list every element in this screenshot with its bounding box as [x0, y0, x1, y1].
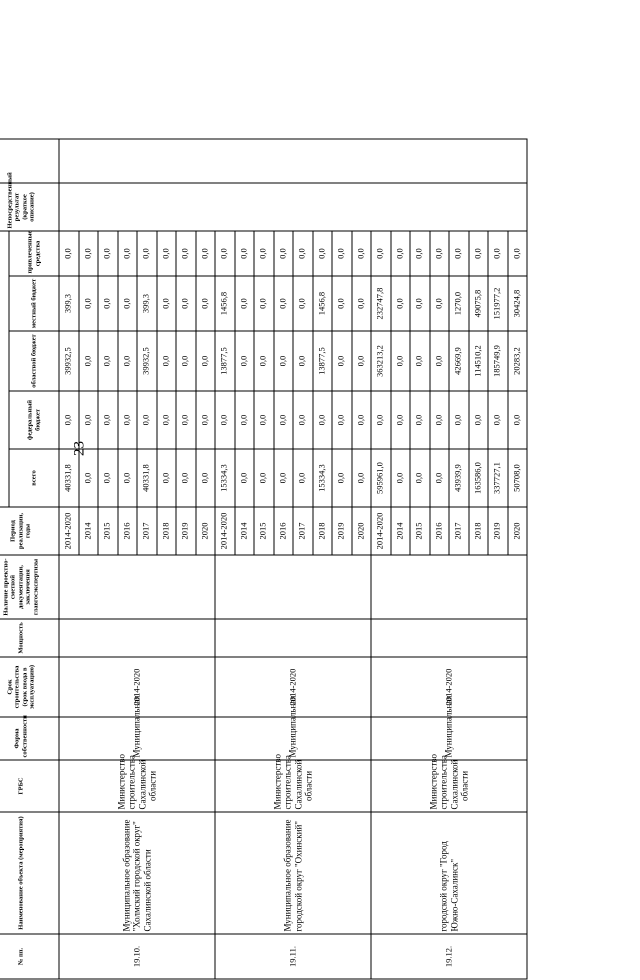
- local-cell: 0,0: [293, 276, 313, 331]
- table-row: [215, 139, 235, 979]
- attracted-cell: 0,0: [157, 231, 177, 276]
- ownership-cell: Муниципальная: [59, 717, 215, 760]
- docs-cell: [371, 555, 527, 619]
- row-number: 19.11.: [215, 934, 371, 979]
- header-period: Период реализации, годы: [0, 507, 59, 555]
- period-cell: 2015: [254, 507, 274, 555]
- federal-cell: 0,0: [274, 391, 294, 449]
- header-num: № пп.: [0, 934, 59, 979]
- federal-cell: 0,0: [410, 391, 430, 449]
- regional-cell: 13877,5: [215, 331, 235, 391]
- period-cell: 2020: [196, 507, 216, 555]
- regional-cell: 0,0: [391, 331, 411, 391]
- header-grbs: ГРБС: [0, 760, 59, 812]
- federal-cell: 0,0: [508, 391, 528, 449]
- attracted-cell: 0,0: [371, 231, 391, 276]
- total-cell: 43939,9: [449, 449, 469, 507]
- total-cell: 337727,1: [488, 449, 508, 507]
- total-cell: 163586,0: [469, 449, 489, 507]
- total-cell: 0,0: [332, 449, 352, 507]
- row-number: 19.12.: [371, 934, 527, 979]
- total-cell: 0,0: [157, 449, 177, 507]
- local-cell: 232747,8: [371, 276, 391, 331]
- attracted-cell: 0,0: [469, 231, 489, 276]
- attracted-cell: 0,0: [488, 231, 508, 276]
- period-cell: 2014-2020: [215, 507, 235, 555]
- period-cell: 2015: [410, 507, 430, 555]
- regional-cell: 0,0: [332, 331, 352, 391]
- regional-cell: 13877,5: [313, 331, 333, 391]
- period-cell: 2016: [118, 507, 138, 555]
- federal-cell: 0,0: [293, 391, 313, 449]
- grbs-cell: Министерство строительства Сахалинской области: [371, 760, 527, 812]
- table-row: [59, 139, 79, 979]
- period-cell: 2016: [430, 507, 450, 555]
- local-cell: 0,0: [430, 276, 450, 331]
- attracted-cell: 0,0: [332, 231, 352, 276]
- total-cell: 0,0: [274, 449, 294, 507]
- federal-cell: 0,0: [59, 391, 79, 449]
- federal-cell: 0,0: [176, 391, 196, 449]
- attracted-cell: 0,0: [235, 231, 255, 276]
- total-cell: 0,0: [352, 449, 372, 507]
- period-cell: 2020: [352, 507, 372, 555]
- header-total: всего: [9, 449, 59, 507]
- period-cell: 2020: [508, 507, 528, 555]
- header-result: Непосредственный результат (краткое описание): [0, 183, 59, 231]
- period-cell: 2015: [98, 507, 118, 555]
- attracted-cell: 0,0: [430, 231, 450, 276]
- ownership-cell: Муниципальная: [371, 717, 527, 760]
- attracted-cell: 0,0: [352, 231, 372, 276]
- header-power: Мощность: [0, 619, 59, 657]
- federal-cell: 0,0: [469, 391, 489, 449]
- regional-cell: 0,0: [254, 331, 274, 391]
- federal-cell: 0,0: [371, 391, 391, 449]
- total-cell: 40331,8: [137, 449, 157, 507]
- federal-cell: 0,0: [215, 391, 235, 449]
- federal-cell: 0,0: [430, 391, 450, 449]
- local-cell: 0,0: [118, 276, 138, 331]
- federal-cell: 0,0: [196, 391, 216, 449]
- docs-cell: [59, 555, 215, 619]
- period-cell: 2014-2020: [59, 507, 79, 555]
- attracted-cell: 0,0: [118, 231, 138, 276]
- federal-cell: 0,0: [235, 391, 255, 449]
- local-cell: 399,3: [137, 276, 157, 331]
- regional-cell: 0,0: [79, 331, 99, 391]
- header-docs: Наличие проектно-сметной документации, заключения главгосэкспертизы: [0, 555, 59, 619]
- total-cell: 0,0: [176, 449, 196, 507]
- attracted-cell: 0,0: [196, 231, 216, 276]
- local-cell: 0,0: [410, 276, 430, 331]
- regional-cell: 42669,9: [449, 331, 469, 391]
- local-cell: 0,0: [254, 276, 274, 331]
- attracted-cell: 0,0: [508, 231, 528, 276]
- federal-cell: 0,0: [79, 391, 99, 449]
- local-cell: 0,0: [157, 276, 177, 331]
- regional-cell: 363213,2: [371, 331, 391, 391]
- local-cell: 0,0: [352, 276, 372, 331]
- regional-cell: 0,0: [293, 331, 313, 391]
- attracted-cell: 0,0: [391, 231, 411, 276]
- attracted-cell: 0,0: [254, 231, 274, 276]
- period-cell: 2017: [137, 507, 157, 555]
- federal-cell: 0,0: [449, 391, 469, 449]
- federal-cell: 0,0: [98, 391, 118, 449]
- header-name: Наименование объекта (мероприятия): [0, 812, 59, 934]
- local-cell: 399,3: [59, 276, 79, 331]
- total-cell: 0,0: [254, 449, 274, 507]
- local-cell: 0,0: [391, 276, 411, 331]
- blank-cell: [59, 139, 527, 183]
- period-cell: 2014: [391, 507, 411, 555]
- power-cell: [59, 619, 215, 657]
- header-ownership: Форма собственности: [0, 717, 59, 760]
- result-cell: [59, 183, 527, 231]
- regional-cell: 20283,2: [508, 331, 528, 391]
- federal-cell: 0,0: [391, 391, 411, 449]
- total-cell: 0,0: [410, 449, 430, 507]
- header-attracted: привлеченные средства: [9, 231, 59, 276]
- power-cell: [371, 619, 527, 657]
- header-federal: федеральный бюджет: [9, 391, 59, 449]
- term-cell: 2014-2020: [371, 657, 527, 717]
- total-cell: 595961,0: [371, 449, 391, 507]
- term-cell: 2014-2020: [215, 657, 371, 717]
- total-cell: 15334,3: [215, 449, 235, 507]
- federal-cell: 0,0: [352, 391, 372, 449]
- total-cell: 0,0: [235, 449, 255, 507]
- period-cell: 2019: [332, 507, 352, 555]
- local-cell: 0,0: [79, 276, 99, 331]
- attracted-cell: 0,0: [176, 231, 196, 276]
- regional-cell: 114510,2: [469, 331, 489, 391]
- period-cell: 2019: [176, 507, 196, 555]
- federal-cell: 0,0: [488, 391, 508, 449]
- period-cell: 2014: [235, 507, 255, 555]
- regional-cell: 0,0: [430, 331, 450, 391]
- grbs-cell: Министерство строительства Сахалинской области: [215, 760, 371, 812]
- federal-cell: 0,0: [157, 391, 177, 449]
- attracted-cell: 0,0: [79, 231, 99, 276]
- local-cell: 0,0: [196, 276, 216, 331]
- total-cell: 0,0: [79, 449, 99, 507]
- regional-cell: 0,0: [352, 331, 372, 391]
- total-cell: 0,0: [391, 449, 411, 507]
- total-cell: 50708,0: [508, 449, 528, 507]
- total-cell: 0,0: [196, 449, 216, 507]
- attracted-cell: 0,0: [215, 231, 235, 276]
- total-cell: 0,0: [98, 449, 118, 507]
- attracted-cell: 0,0: [410, 231, 430, 276]
- attracted-cell: 0,0: [59, 231, 79, 276]
- federal-cell: 0,0: [118, 391, 138, 449]
- local-cell: 0,0: [98, 276, 118, 331]
- local-cell: 0,0: [235, 276, 255, 331]
- regional-cell: 0,0: [118, 331, 138, 391]
- header-term: Срок строительства (срок ввода в эксплуатацию): [0, 657, 59, 717]
- regional-cell: 0,0: [235, 331, 255, 391]
- local-cell: 1456,8: [215, 276, 235, 331]
- local-cell: 49075,8: [469, 276, 489, 331]
- period-cell: 2018: [469, 507, 489, 555]
- attracted-cell: 0,0: [137, 231, 157, 276]
- attracted-cell: 0,0: [98, 231, 118, 276]
- period-cell: 2019: [488, 507, 508, 555]
- attracted-cell: 0,0: [313, 231, 333, 276]
- table-row: [371, 139, 391, 979]
- period-cell: 2018: [157, 507, 177, 555]
- row-number: 19.10.: [59, 934, 215, 979]
- federal-cell: 0,0: [137, 391, 157, 449]
- regional-cell: 0,0: [176, 331, 196, 391]
- docs-cell: [215, 555, 371, 619]
- financing-table: [0, 139, 528, 980]
- local-cell: 0,0: [332, 276, 352, 331]
- regional-cell: 0,0: [274, 331, 294, 391]
- ownership-cell: Муниципальная: [215, 717, 371, 760]
- term-cell: 2014-2020: [59, 657, 215, 717]
- local-cell: 1270,0: [449, 276, 469, 331]
- header-funding: [0, 231, 9, 507]
- object-name: Муниципальное образование городской округ "Охинский": [215, 812, 371, 934]
- regional-cell: 0,0: [196, 331, 216, 391]
- total-cell: 15334,3: [313, 449, 333, 507]
- total-cell: 0,0: [430, 449, 450, 507]
- period-cell: 2017: [293, 507, 313, 555]
- federal-cell: 0,0: [254, 391, 274, 449]
- rotated-page: [0, 172, 528, 980]
- regional-cell: 185749,9: [488, 331, 508, 391]
- regional-cell: 39932,5: [59, 331, 79, 391]
- federal-cell: 0,0: [332, 391, 352, 449]
- total-cell: 0,0: [118, 449, 138, 507]
- regional-cell: 0,0: [98, 331, 118, 391]
- grbs-cell: Министерство строительства Сахалинской области: [59, 760, 215, 812]
- local-cell: 0,0: [274, 276, 294, 331]
- local-cell: 30424,8: [508, 276, 528, 331]
- regional-cell: 39932,5: [137, 331, 157, 391]
- attracted-cell: 0,0: [274, 231, 294, 276]
- total-cell: 40331,8: [59, 449, 79, 507]
- total-cell: 0,0: [293, 449, 313, 507]
- power-cell: [215, 619, 371, 657]
- page-number: 23: [71, 441, 88, 456]
- local-cell: 0,0: [176, 276, 196, 331]
- object-name: городской округ "Город Южно-Сахалинск": [371, 812, 527, 934]
- attracted-cell: 0,0: [293, 231, 313, 276]
- header-local: местный бюджет: [9, 276, 59, 331]
- federal-cell: 0,0: [313, 391, 333, 449]
- local-cell: 1456,8: [313, 276, 333, 331]
- period-cell: 2014: [79, 507, 99, 555]
- header-regional: областной бюджет: [9, 331, 59, 391]
- period-cell: 2016: [274, 507, 294, 555]
- period-cell: 2018: [313, 507, 333, 555]
- period-cell: 2014-2020: [371, 507, 391, 555]
- regional-cell: 0,0: [157, 331, 177, 391]
- attracted-cell: 0,0: [449, 231, 469, 276]
- period-cell: 2017: [449, 507, 469, 555]
- local-cell: 151977,2: [488, 276, 508, 331]
- object-name: Муниципальное образование "Холмский городской округ" Сахалинской области: [59, 812, 215, 934]
- regional-cell: 0,0: [410, 331, 430, 391]
